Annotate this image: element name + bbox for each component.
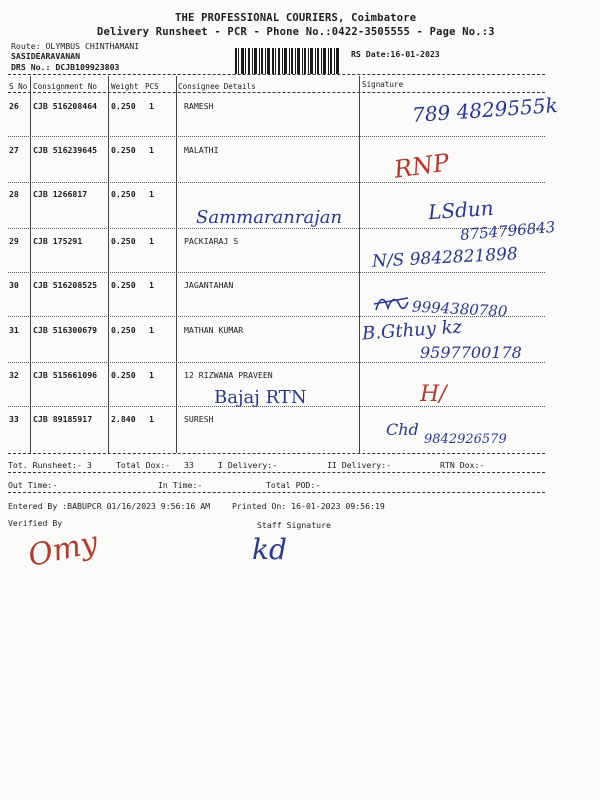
total-dox-value: 33 xyxy=(184,460,194,470)
row-consignment: CJB 516300679 xyxy=(33,325,98,335)
column-line xyxy=(359,76,360,453)
row-weight: 0.250 xyxy=(111,236,136,246)
divider xyxy=(8,74,545,75)
staff-signature: kd xyxy=(252,533,287,566)
row-pcs: 1 xyxy=(149,280,154,290)
row-consignment: CJB 1266817 xyxy=(33,189,88,199)
col-header-sno: S No xyxy=(9,82,28,91)
rs-date: RS Date:16-01-2023 xyxy=(351,49,440,59)
row-consignee: 12 RIZWANA PRAVEEN xyxy=(184,370,273,380)
column-line xyxy=(176,76,177,453)
row-sno: 31 xyxy=(9,325,19,335)
row-consignment: CJB 516208464 xyxy=(33,101,98,111)
row-pcs: 1 xyxy=(149,189,154,199)
handwritten-signature: B.Gthuy kz xyxy=(361,316,463,345)
row-consignment: CJB 516208525 xyxy=(33,280,98,290)
col-header-consignment: Consignment No xyxy=(33,82,98,91)
i-delivery: I Delivery:- xyxy=(218,460,278,470)
handwritten-note: Bajaj RTN xyxy=(214,387,307,408)
handwritten-phone: 9597700178 xyxy=(420,343,522,362)
row-sno: 29 xyxy=(9,236,19,246)
row-sno: 28 xyxy=(9,189,19,199)
total-dox-label: Total Dox:- xyxy=(116,460,171,470)
row-consignment: CJB 175291 xyxy=(33,236,83,246)
handwritten-signature: Chd xyxy=(386,420,419,439)
handwritten-phone: 9994380780 xyxy=(411,297,508,321)
column-line xyxy=(30,76,31,453)
staff-name: SASIDEARAVANAN xyxy=(11,51,81,61)
row-weight: 0.250 xyxy=(111,189,136,199)
handwritten-name: Sammaranrajan xyxy=(196,207,343,228)
row-pcs: 1 xyxy=(149,145,154,155)
entered-by: Entered By :BABUPCR 01/16/2023 9:56:16 AM xyxy=(8,501,211,511)
handwritten-signature: LSdun xyxy=(427,195,495,225)
handwritten-signature: H/ xyxy=(420,382,447,407)
row-divider xyxy=(8,362,545,363)
row-divider xyxy=(8,136,545,137)
row-consignee: SURESH xyxy=(184,414,214,424)
divider xyxy=(8,472,545,473)
ii-delivery: II Delivery:- xyxy=(327,460,392,470)
column-line xyxy=(108,76,109,453)
row-sno: 30 xyxy=(9,280,19,290)
row-consignee: MATHAN KUMAR xyxy=(184,325,244,335)
runsheet-subtitle: Delivery Runsheet - PCR - Phone No.:0422-3505555 - Page No.:3 xyxy=(97,26,495,38)
out-time: Out Time:- xyxy=(8,480,58,490)
row-sno: 33 xyxy=(9,414,19,424)
barcode-icon xyxy=(235,48,340,74)
row-consignee: RAMESH xyxy=(184,101,214,111)
row-consignment: CJB 89185917 xyxy=(33,414,93,424)
divider xyxy=(8,453,545,454)
row-consignee: MALATHI xyxy=(184,145,219,155)
row-sno: 32 xyxy=(9,370,19,380)
handwritten-phone: 789 4829555k xyxy=(411,92,559,128)
drs-number: DRS No.: DCJB109923803 xyxy=(11,62,120,72)
company-title: THE PROFESSIONAL COURIERS, Coimbatore xyxy=(175,12,417,24)
row-divider xyxy=(8,182,545,183)
total-pod: Total POD:- xyxy=(266,480,321,490)
col-header-signature: Signature xyxy=(362,80,404,89)
in-time: In Time:- xyxy=(158,480,203,490)
handwritten-phone: 9842926579 xyxy=(424,432,507,447)
row-weight: 0.250 xyxy=(111,280,136,290)
handwritten-signature: RNP xyxy=(392,148,451,184)
route-label: Route: OLYMBUS CHINTHAMANI xyxy=(11,41,140,51)
row-consignee: JAGANTAHAN xyxy=(184,280,234,290)
row-consignment: CJB 515661096 xyxy=(33,370,98,380)
col-header-weight: Weight xyxy=(111,82,139,91)
row-consignment: CJB 516239645 xyxy=(33,145,98,155)
handwritten-phone: 8754796843 xyxy=(459,217,557,245)
row-weight: 0.250 xyxy=(111,145,136,155)
verifier-signature: Omy xyxy=(25,525,101,574)
row-sno: 27 xyxy=(9,145,19,155)
col-header-consignee: Consignee Details xyxy=(178,82,256,91)
row-pcs: 1 xyxy=(149,101,154,111)
handwritten-phone: N/S 9842821898 xyxy=(371,244,519,272)
row-consignee: PACKIARAJ S xyxy=(184,236,239,246)
signature-scribble-icon xyxy=(372,288,412,316)
row-weight: 2.840 xyxy=(111,414,136,424)
row-sno: 26 xyxy=(9,101,19,111)
row-weight: 0.250 xyxy=(111,101,136,111)
staff-signature-label: Staff Signature xyxy=(257,520,331,530)
row-weight: 0.250 xyxy=(111,370,136,380)
tot-runsheet: Tot. Runsheet:- 3 xyxy=(8,460,92,470)
printed-on: Printed On: 16-01-2023 09:56:19 xyxy=(232,501,385,511)
row-pcs: 1 xyxy=(149,325,154,335)
row-pcs: 1 xyxy=(149,236,154,246)
divider xyxy=(8,492,545,493)
divider xyxy=(8,92,545,93)
row-pcs: 1 xyxy=(149,370,154,380)
row-weight: 0.250 xyxy=(111,325,136,335)
rtn-dox: RTN Dox:- xyxy=(440,460,485,470)
row-divider xyxy=(8,272,545,273)
row-pcs: 1 xyxy=(149,414,154,424)
col-header-pcs: PCS xyxy=(145,82,159,91)
verified-by-label: Verified By xyxy=(8,518,63,528)
